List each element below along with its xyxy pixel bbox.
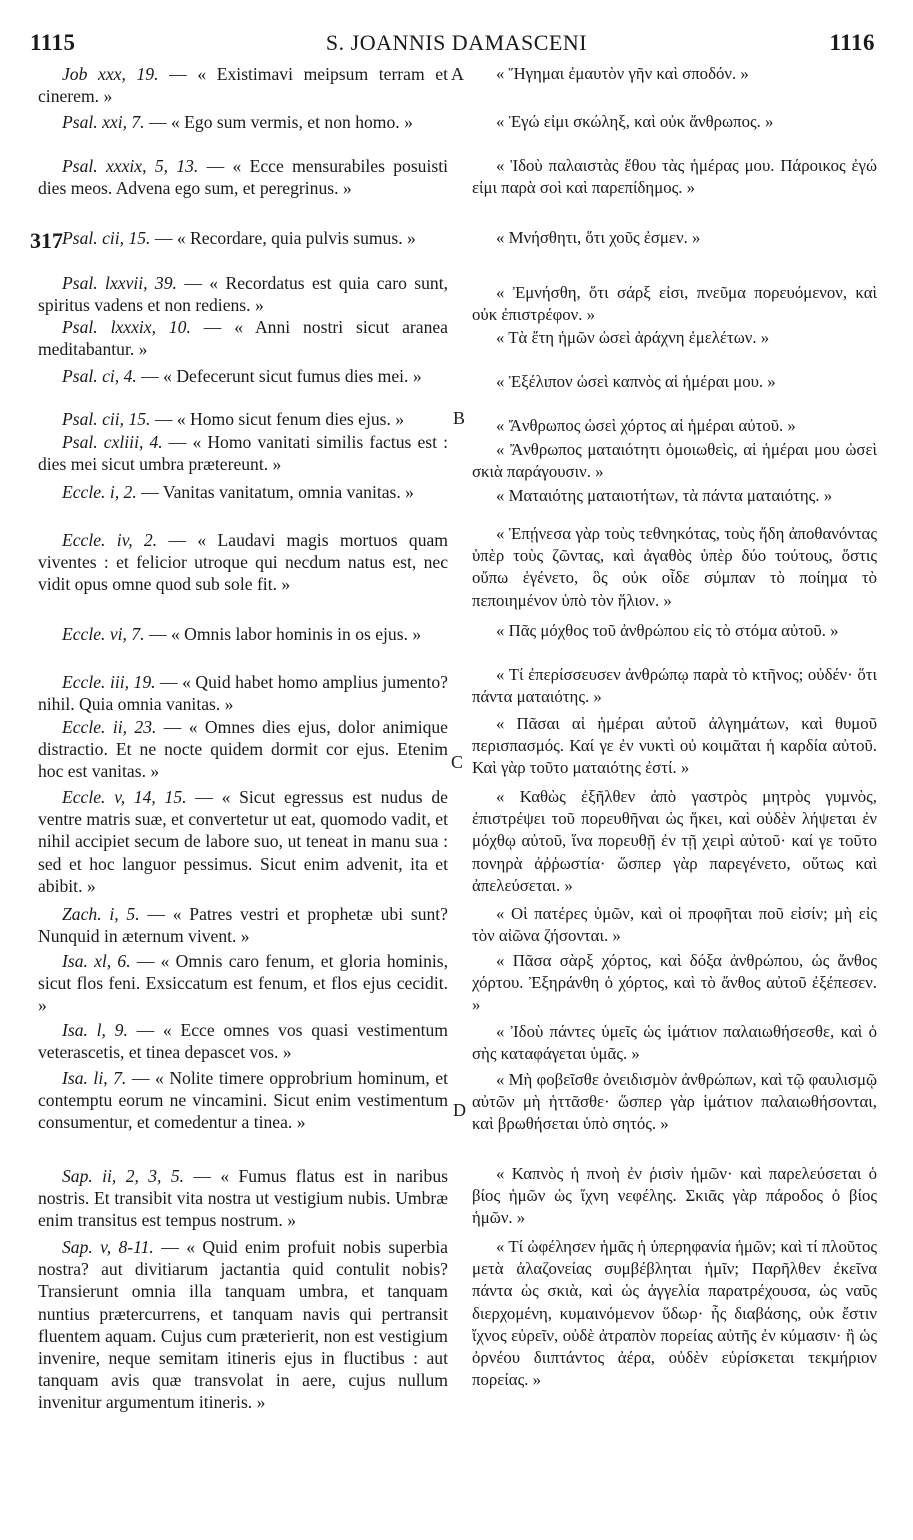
section-number: 317 xyxy=(30,228,63,253)
citation-text: — « Ecce omnes vos quasi vestimentum veterascetis, et tinea depascet vos. » xyxy=(38,1020,448,1063)
citation-ref: Psal. ci, 4. xyxy=(62,366,137,386)
greek-citation: « Ἐπῄνεσα γὰρ τοὺς τεθνηκότας, τοὺς ἤδη ἀποθανόντας ὑπὲρ τοὺς ζῶντας, καὶ ἀγαθὸς ὑπὲρ δύο τούτους, ὅστις οὔπω ἐγένετο, ὃς οὐκ οἶδε σύμπαν τὸ ποίημα τὸ πεποιημένον ὑπὸ τὸν ἥλιον. » xyxy=(472,524,877,610)
page-number-right: 1116 xyxy=(829,30,875,55)
greek-citation: « Μὴ φοβεῖσθε ὀνειδισμὸν ἀνθρώπων, καὶ τῷ φαυλισμῷ αὐτῶν μὴ ἡττᾶσθε· ὥσπερ γὰρ ἱμάτιον παλαιωθήσονται, καὶ βρωθήσεται ὑπὸ σητός. » xyxy=(472,1070,877,1134)
latin-citation xyxy=(38,481,448,503)
latin-citation xyxy=(38,227,448,249)
citation-text: — « Laudavi magis mortuos quam viventes : et felicior utroque qui necdum natus est, nec vidit opus omne quod sub sole fit. » xyxy=(38,530,448,595)
latin-citation xyxy=(38,316,448,360)
running-title: S. JOANNIS DAMASCENI xyxy=(325,30,588,55)
latin-citation xyxy=(38,63,448,107)
latin-citation xyxy=(38,365,448,387)
citation-text: — « Omnis caro fenum, et gloria hominis, sicut flos feni. Exsiccatum est fenum, et flos ejus cecidit. » xyxy=(38,951,448,1016)
citation-ref: Eccle. v, 14, 15. xyxy=(62,787,187,807)
citation-text: — « Omnis labor hominis in os ejus. » xyxy=(144,624,422,644)
greek-citation: « Πᾶς μόχθος τοῦ ἀνθρώπου εἰς τὸ στόμα αὐτοῦ. » xyxy=(496,621,839,640)
greek-citation: « Καπνὸς ἡ πνοὴ ἐν ῥισὶν ἡμῶν· καὶ παρελεύσεται ὁ βίος ἡμῶν ὡς ἴχνη νεφέλης. Σκιᾶς γὰρ πάροδος ὁ βίος ἡμῶν. » xyxy=(472,1164,877,1228)
citation-text: — « Recordatus est quia caro sunt, spiritus vadens et non rediens. » xyxy=(38,273,448,316)
latin-citation xyxy=(38,1067,448,1134)
latin-citation xyxy=(38,155,448,199)
greek-citation: « Ἥγημαι ἐμαυτὸν γῆν καὶ σποδόν. » xyxy=(496,64,749,83)
citation-ref: Psal. cii, 15. xyxy=(62,228,151,248)
greek-citation: « Πᾶσαι αἱ ἡμέραι αὐτοῦ ἀλγημάτων, καὶ θυμοῦ περισπασμός. Καί γε ἐν νυκτὶ οὐ κοιμᾶται ἡ καρδία αὐτοῦ. Καὶ γὰρ τοῦτο ματαιότης ἐστί. » xyxy=(472,714,877,778)
greek-citation: « Ἐμνήσθη, ὅτι σάρξ εἰσι, πνεῦμα πορευόμενον, καὶ οὐκ ἐπιστρέφον. » xyxy=(472,283,877,325)
citation-ref: Psal. xxi, 7. xyxy=(62,112,145,132)
citation-ref: Eccle. iii, 19. xyxy=(62,672,156,692)
latin-citation xyxy=(38,408,448,430)
citation-ref: Psal. lxxxix, 10. xyxy=(62,317,191,337)
greek-citation: « Οἱ πατέρες ὑμῶν, καὶ οἱ προφῆται ποῦ εἰσίν; μὴ εἰς τὸν αἰῶνα ζήσονται. » xyxy=(472,904,877,946)
greek-citation: « Καθὼς ἐξῆλθεν ἀπὸ γαστρὸς μητρὸς γυμνὸς, ἐπιστρέψει τοῦ πορευθῆναι ὡς ἥκει, καὶ οὐδὲν λήψεται ἐν μόχθῳ αὐτοῦ, ἵνα πορευθῇ ἐν τῇ χειρὶ αὐτοῦ· καί γε τοῦτο πονηρὰ ἀῤῥωστία· ὥσπερ γὰρ παρεγένετο, οὕτως καὶ ἀπελεύσεται. » xyxy=(472,787,877,895)
latin-citation xyxy=(38,671,448,715)
citation-ref: Psal. cii, 15. xyxy=(62,409,151,429)
greek-citation: « Ἄνθρωπος ματαιότητι ὁμοιωθεὶς, αἱ ἡμέραι μου ὡσεὶ σκιὰ παράγουσιν. » xyxy=(472,440,877,482)
latin-citation xyxy=(38,1165,448,1232)
latin-citation xyxy=(38,950,448,1017)
page-number-left: 1115 xyxy=(30,30,76,55)
citation-ref: Sap. v, 8-11. xyxy=(62,1237,154,1257)
citation-text: — Vanitas vanitatum, omnia vanitas. » xyxy=(136,482,414,502)
greek-citation: « Τί ὠφέλησεν ἡμᾶς ἡ ὑπερηφανία ἡμῶν; καὶ τί πλοῦτος μετὰ ἀλαζονείας συμβέβληται ἡμῖν; Παρῆλθεν ἐκεῖνα πάντα ὡς σκιὰ, καὶ ὡς ἀγγελία παρατρέχουσα, ὡς ναῦς διερχομένη, κυμαινόμενον ὕδωρ· ἧς διαβάσης, οὐκ ἔστιν ἴχνος εὑρεῖν, οὐδὲ ἀτραπὸν πορείας αὐτῆς ἐν κύμασιν· ἢ ὡς ὀρνέου διιπτάντος ἀέρα, οὐδὲν εὑρίσκεται τεκμήριον πορείας. » xyxy=(472,1237,877,1390)
citation-text: — « Existimavi meipsum terram et cinerem. » xyxy=(38,64,448,107)
margin-letter-b: B xyxy=(453,408,466,428)
greek-citation: « Πᾶσα σὰρξ χόρτος, καὶ δόξα ἀνθρώπου, ὡς ἄνθος χόρτου. Ἐξηράνθη ὁ χόρτος, καὶ τὸ ἄνθος αὐτοῦ ἐξέπεσεν. » xyxy=(472,951,877,1015)
greek-citation: « Τί ἐπερίσσευσεν ἀνθρώπῳ παρὰ τὸ κτῆνος; οὐδέν· ὅτι πάντα ματαιότης. » xyxy=(472,665,877,707)
citation-text: — « Quid habet homo amplius jumento? nihil. Quia omnia vanitas. » xyxy=(38,672,448,715)
citation-ref: Eccle. ii, 23. xyxy=(62,717,157,737)
citation-ref: Psal. lxxvii, 39. xyxy=(62,273,177,293)
citation-text: — « Recordare, quia pulvis sumus. » xyxy=(150,228,416,248)
greek-citation: « Τὰ ἔτη ἡμῶν ὡσεὶ ἀράχνη ἐμελέτων. » xyxy=(496,328,770,347)
citation-text: — « Sicut egressus est nudus de ventre matris suæ, et convertetur ut eat, quomodo vadit, et nihil accipiet secum de labore suo, ut teneat in manu sua : sed et hoc languor pessimus. Sicut enim advenit, ita et abibit. » xyxy=(38,787,448,896)
greek-citation: « Ἄνθρωπος ὡσεὶ χόρτος αἱ ἡμέραι αὐτοῦ. » xyxy=(496,416,796,435)
citation-ref: Isa. l, 9. xyxy=(62,1020,128,1040)
latin-citation xyxy=(38,272,448,316)
latin-citation xyxy=(38,431,448,475)
latin-citation xyxy=(38,623,448,645)
citation-ref: Eccle. iv, 2. xyxy=(62,530,158,550)
citation-ref: Psal. cxliii, 4. xyxy=(62,432,163,452)
margin-letter-a: A xyxy=(451,64,464,84)
citation-ref: Psal. xxxix, 5, 13. xyxy=(62,156,199,176)
citation-ref: Sap. ii, 2, 3, 5. xyxy=(62,1166,185,1186)
citation-text: — « Homo sicut fenum dies ejus. » xyxy=(150,409,405,429)
margin-letter-d: D xyxy=(453,1100,466,1120)
latin-citation xyxy=(38,529,448,596)
greek-citation: « Ἐγώ εἰμι σκώληξ, καὶ οὐκ ἄνθρωπος. » xyxy=(496,112,774,131)
latin-citation xyxy=(38,903,448,947)
latin-citation xyxy=(38,786,448,897)
citation-ref: Job xxx, 19. xyxy=(62,64,159,84)
citation-text: — « Anni nostri sicut aranea meditabantur. » xyxy=(38,317,448,360)
citation-text: — « Nolite timere opprobrium hominum, et contemptu eorum ne vincamini. Sicut enim vestimentum consumentur, et comedentur a tinea. » xyxy=(38,1068,448,1133)
citation-text: — « Ego sum vermis, et non homo. » xyxy=(144,112,413,132)
greek-citation: « Ἰδοὺ παλαιστὰς ἔθου τὰς ἡμέρας μου. Πάροικος ἐγώ εἰμι παρὰ σοὶ καὶ παρεπίδημος. » xyxy=(472,156,877,198)
citation-ref: Eccle. i, 2. xyxy=(62,482,137,502)
greek-citation: « Ἐξέλιπον ὡσεὶ καπνὸς αἱ ἡμέραι μου. » xyxy=(496,372,776,391)
citation-text: — « Fumus flatus est in naribus nostris. Et transibit vita nostra ut vestigium nubis. Umbræ enim transitus est tempus nostrum. » xyxy=(38,1166,448,1231)
citation-ref: Zach. i, 5. xyxy=(62,904,140,924)
greek-citation: « Ἰδοὺ πάντες ὑμεῖς ὡς ἱμάτιον παλαιωθήσεσθε, καὶ ὁ σὴς καταφάγεται ὑμᾶς. » xyxy=(472,1022,877,1064)
latin-citation xyxy=(38,716,448,783)
citation-text: — « Defecerunt sicut fumus dies mei. » xyxy=(136,366,422,386)
greek-citation: « Μνήσθητι, ὅτι χοῦς ἐσμεν. » xyxy=(496,228,701,247)
latin-citation xyxy=(38,1019,448,1063)
citation-ref: Isa. li, 7. xyxy=(62,1068,127,1088)
latin-citation xyxy=(38,111,448,133)
citation-text: — « Omnes dies ejus, dolor animique distractio. Et ne nocte quidem dormit cor ejus. Etenim hoc est vanitas. » xyxy=(38,717,448,782)
margin-letter-c: C xyxy=(451,752,464,772)
citation-text: — « Quid enim profuit nobis superbia nostra? aut divitiarum jactantia quid contulit nobis? Transierunt omnia illa tanquam umbra, et tanquam nuntius prætercurrens, et tanquam navis qui pertransit fluentem aquam. Cujus cum præterierit, non est vestigium invenire, neque semitam itineris ejus in fluctibus : aut tanquam avis quæ transvolat in aere, cujus nullum invenitur argumentum itineris. » xyxy=(38,1237,448,1413)
citation-text: — « Homo vanitati similis factus est : dies mei sicut umbra prætereunt. » xyxy=(38,432,448,475)
page-header xyxy=(0,30,913,60)
greek-citation: « Ματαιότης ματαιοτήτων, τὰ πάντα ματαιότης. » xyxy=(496,486,833,505)
citation-ref: Eccle. vi, 7. xyxy=(62,624,145,644)
citation-ref: Isa. xl, 6. xyxy=(62,951,131,971)
latin-citation xyxy=(38,1236,448,1414)
citation-text: — « Patres vestri et prophetæ ubi sunt? Nunquid in æternum vivent. » xyxy=(38,904,448,947)
citation-text: — « Ecce mensurabiles posuisti dies meos. Advena ego sum, et peregrinus. » xyxy=(38,156,448,199)
